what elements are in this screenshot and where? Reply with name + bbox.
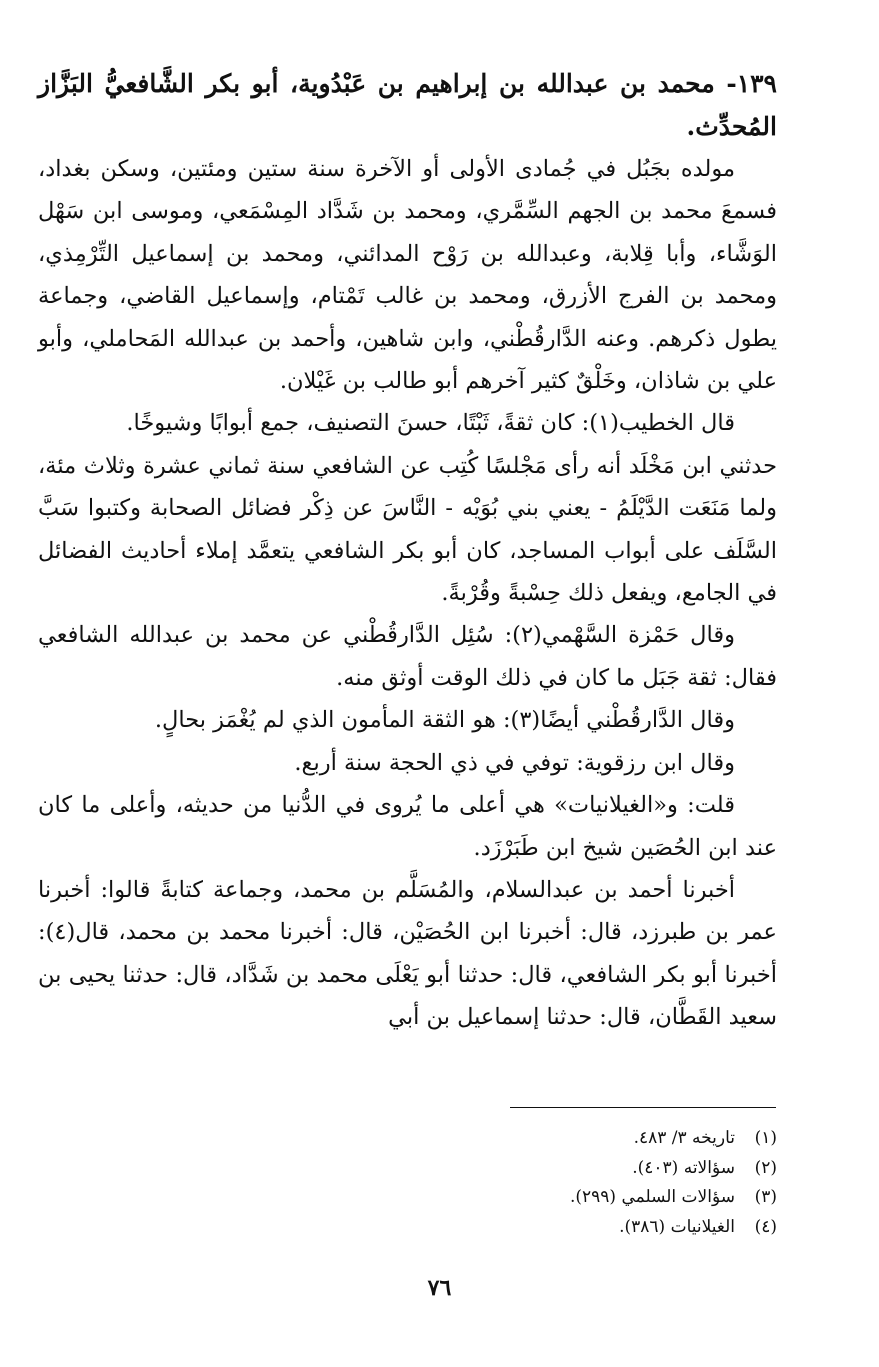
entry-heading: ١٣٩- محمد بن عبدالله بن إبراهيم بن عَبْدُوية، أبو بكر الشَّافعيُّ البَزَّاز المُحدِّث. (38, 69, 777, 141)
entry-paragraph: قال الخطيب(١): كان ثقةً، ثَبْتًا، حسنَ التصنيف، جمع أبوابًا وشيوخًا. (126, 410, 735, 437)
footnote-divider (510, 1107, 776, 1108)
footnote-text: تاريخه ٣/ ٤٨٣. (633, 1128, 735, 1148)
footnote-number: (٣) (754, 1187, 777, 1207)
entry-paragraph: مولده بجَبُل في جُمادى الأولى أو الآخرة سنة ستين ومئتين، وسكن بغداد، فسمعَ محمد بن الجهم السِّمَّري، ومحمد بن شَدَّاد المِسْمَعي، وموسى ابن سَهْل الوَشَّاء، وأبا قِلابة، وعبدالله بن رَوْح المدائني، ومحمد بن إسماعيل التِّرْمِذي، ومحمد بن الفرج الأزرق، ومحمد بن غالب تَمْتام، وإسماعيل القاضي، وجماعة يطول ذكرهم. وعنه الدَّارقُطْني، وابن شاهين، وأحمد بن عبدالله المَحاملي، وأبو علي بن شاذان، وخَلْقٌ كثير آخرهم أبو طالب بن غَيْلان. (38, 156, 777, 395)
page-number: ٧٦ (427, 1275, 452, 1301)
entry-paragraph: قلت: و«الغيلانيات» هي أعلى ما يُروى في الدُّنيا من حديثه، وأعلى ما كان عند ابن الحُصَين شيخ ابن طَبَرْزَد. (38, 792, 777, 861)
footnote-number: (٤) (754, 1216, 777, 1237)
entry-paragraph: وقال ابن رزقوية: توفي في ذي الحجة سنة أربع. (294, 749, 735, 776)
footnote (377, 1183, 777, 1213)
footnotes (377, 1124, 777, 1242)
entry-paragraph: حدثني ابن مَخْلَد أنه رأى مَجْلسًا كُتِب عن الشافعي سنة ثماني عشرة وثلاث مئة، ولما مَنَعَت الدَّيْلَمُ - يعني بني بُوَيْه - النَّاسَ عن ذِكْر فضائل الصحابة وكتبوا سَبَّ السَّلَف على أبواب المساجد، كان أبو بكر الشافعي يتعمَّد إملاء أحاديث الفضائل في الجامع، ويفعل ذلك حِسْبةً وقُرْبةً. (38, 452, 777, 607)
footnote-text: الغيلانيات (٣٨٦). (619, 1216, 735, 1237)
footnote-number: (٢) (754, 1157, 777, 1178)
footnote (377, 1154, 777, 1184)
footnote (377, 1213, 777, 1243)
footnote-text: سؤالاته (٤٠٣). (632, 1157, 735, 1178)
entry-paragraph: وقال حَمْزة السَّهْمي(٢): سُئِل الدَّارقُطْني عن محمد بن عبدالله الشافعي فقال: ثقة جَبَل ما كان في ذلك الوقت أوثق منه. (38, 622, 777, 691)
footnote-text: سؤالات السلمي (٢٩٩). (569, 1187, 735, 1207)
footnote (377, 1124, 777, 1154)
footnote-number: (١) (754, 1128, 777, 1148)
entry-paragraph: أخبرنا أحمد بن عبدالسلام، والمُسَلَّم بن محمد، وجماعة كتابةً قالوا: أخبرنا عمر بن طبرزد، قال: أخبرنا ابن الحُصَيْن، قال: أخبرنا محمد بن محمد، قال(٤): أخبرنا أبو بكر الشافعي، قال: حدثنا أبو يَعْلَى محمد بن شَدَّاد، قال: حدثنا يحيى بن سعيد القَطَّان، قال: حدثنا إسماعيل بن أبي (38, 876, 777, 1031)
entry-paragraph: وقال الدَّارقُطْني أيضًا(٣): هو الثقة المأمون الذي لم يُغْمَز بحالٍ. (154, 707, 735, 734)
